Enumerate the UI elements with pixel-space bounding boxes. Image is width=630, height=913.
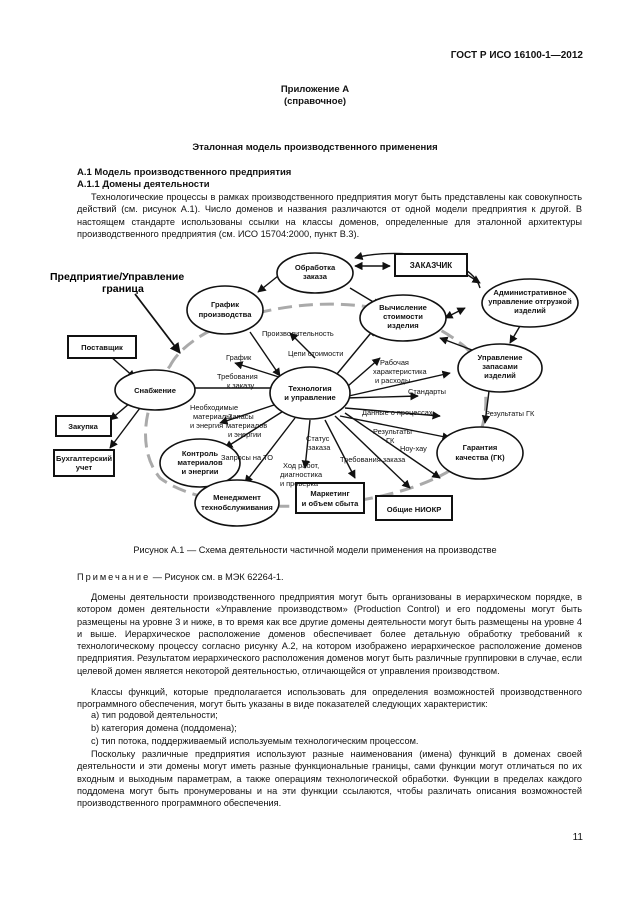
- flow-needed-3: и энергия: [190, 421, 224, 430]
- equipment-label-1: Менеджмент: [213, 493, 261, 502]
- edge-supply-accounting: [110, 408, 140, 448]
- control-label-1: Контроль: [181, 449, 219, 458]
- flow-qa-results-1a: Результаты: [373, 427, 412, 436]
- flow-progress-2: диагностика: [280, 470, 323, 479]
- flow-stocks-1: Запасы: [228, 412, 254, 421]
- flow-progress-1: Ход работ,: [283, 461, 320, 470]
- control-label-3: и энергии: [181, 467, 219, 476]
- purchasing-label: Закупка: [68, 422, 98, 431]
- control-label-2: материалов: [177, 458, 223, 467]
- flow-order-req-1: Требования: [217, 372, 258, 381]
- admin-label-1: Административное: [493, 288, 567, 297]
- inventory-label-3: изделий: [484, 371, 516, 380]
- costing-label-2: стоимости: [383, 312, 423, 321]
- flow-work-chars-3: и расходы: [375, 376, 411, 385]
- paragraph-hierarchy: Домены деятельности производственного предприятия могут быть организованы в иерархическом порядке, в котором домен деятельности «Управление производством» (Production Control) и его поддомены могут быть размещены на уровне 3 и ниже, в то время как все другие домены деятельности могут быть размещены на уровне 4 и выше. Иерархическое расположение доменов обеспечивает более детальную обработку требований к технологическому процессу согласно рисунку А.2, на котором изображено иерархическое расположение доменов предприятия. Результатом иерархического расположения доменов могут быть различные группировки в случае, если целевой домен является некоторой деятельностью, отличающейся от управления производством.: [77, 592, 582, 676]
- figure-caption: Рисунок А.1 — Схема деятельности частичной модели применения на производстве: [133, 545, 497, 555]
- flow-order-req-2: к заказу: [227, 381, 255, 390]
- tech-label-2: и управление: [284, 393, 336, 402]
- annex-label: Приложение А: [280, 84, 350, 95]
- rnd-label: Общие НИОКР: [386, 505, 442, 514]
- boundary-label-2: граница: [102, 283, 144, 295]
- marketing-label-2: и объем сбыта: [301, 499, 359, 508]
- flow-productivity: Производительность: [262, 329, 334, 338]
- flow-cost-chain: Цепи стоимости: [288, 349, 344, 358]
- flow-work-chars-2: характеристика: [373, 367, 427, 376]
- flow-order-status-2: заказа: [308, 443, 331, 452]
- annex-type: (справочное): [283, 96, 347, 107]
- order-processing-label-1: Обработка: [294, 263, 336, 272]
- inventory-label-1: Управление: [477, 353, 523, 362]
- flow-process-data: Данные о процессах: [362, 408, 433, 417]
- accounting-label-2: учет: [75, 463, 93, 472]
- edge-admin-inventory: [510, 326, 520, 343]
- order-processing-label-2: заказа: [303, 272, 327, 281]
- paragraph-naming: Поскольку различные предприятия используют разные наименования (имена) функций в доменах своей деятельности и эти домены могут иметь разные функциональные границы, сами функции могут отличаться по их входным и выходным параметрам, а также операциям технологической обработки. Функции в пределах каждого поддомена могут быть пронумерованы и на эти функции ссылаются, чтобы различать описания возможностей производственного программного обеспечения.: [77, 749, 582, 809]
- document-id-header: ГОСТ Р ИСО 16100-1—2012: [450, 50, 583, 61]
- paragraph-function-classes: Классы функций, которые предполагается использовать для определения возможностей производственного программного обеспечения, могут быть указаны в виде показателей следующих характеристик:: [77, 687, 582, 710]
- note-label: Примечание: [77, 572, 151, 582]
- warranty-label-1: Гарантия: [462, 443, 498, 452]
- flow-progress-3: и проверка: [280, 479, 318, 488]
- flow-order-status-1: Статус: [306, 434, 330, 443]
- annex-title: Эталонная модель производственного применения: [192, 142, 438, 153]
- flow-work-chars-1: Рабочая: [380, 358, 409, 367]
- note-text: — Рисунок см. в МЭК 62264-1.: [150, 572, 284, 582]
- list-item-a: а) тип родовой деятельности;: [91, 710, 218, 720]
- admin-label-2: управление отгрузкой: [488, 297, 572, 306]
- flow-know-how: Ноу-хау: [400, 444, 427, 453]
- note: [77, 572, 284, 582]
- costing-label-1: Вычисление: [379, 303, 427, 312]
- flow-to-requests: Запросы на ТО: [221, 453, 274, 462]
- supplier-label: Поставщик: [81, 343, 123, 352]
- boundary-label-1: Предприятие/Управление: [50, 271, 185, 283]
- flow-needed-2: материалы: [193, 412, 232, 421]
- admin-label-3: изделий: [514, 306, 546, 315]
- customer-label: ЗАКАЗЧИК: [409, 261, 453, 270]
- flow-qa-results-1b: ГК: [386, 436, 395, 445]
- intro-paragraph: Технологические процессы в рамках производственного предприятия могут быть представлены как совокупность действий (см. рисунок А.1). Число доменов и названия различаются от одной модели предприятия к другой. В настоящем стандарте использованы ссылки на классы доменов, определенные для эталонной архитектуры производственного предприятия (см. ИСО 15704:2000, пункт В.3).: [77, 192, 582, 239]
- edge-tech-standards: [345, 396, 418, 398]
- boundary-arrow: [135, 294, 180, 353]
- supply-label: Снабжение: [134, 386, 176, 395]
- list-item-b: b) категория домена (поддомена);: [91, 723, 237, 733]
- marketing-label-1: Маркетинг: [310, 489, 350, 498]
- flow-needed-1: Необходимые: [190, 403, 239, 412]
- costing-label-3: изделия: [387, 321, 419, 330]
- flow-qa-results-2: Результаты ГК: [485, 409, 535, 418]
- list-item-c: с) тип потока, поддерживаемый используемым технологическим процессом.: [91, 736, 419, 746]
- flow-standards: Стандарты: [408, 387, 446, 396]
- flow-stocks-2: материалов: [226, 421, 268, 430]
- page-number: 11: [572, 832, 583, 843]
- inventory-label-2: запасами: [482, 362, 518, 371]
- edge-costing-admin: [445, 308, 465, 318]
- edge-order-schedule: [258, 276, 278, 292]
- equipment-label-2: технобслуживания: [201, 503, 273, 512]
- flow-stocks-3: и энергии: [228, 430, 262, 439]
- subsection-heading: А.1.1 Домены деятельности: [77, 179, 210, 190]
- accounting-label-1: Бухгалтерский: [55, 454, 113, 463]
- activity-diagram: [40, 248, 595, 538]
- schedule-label-1: График: [211, 300, 239, 309]
- flow-order-reqs-2: Требования заказа: [340, 455, 406, 464]
- section-heading: А.1 Модель производственного предприятия: [77, 167, 292, 178]
- edge-supply-purchasing: [110, 403, 130, 420]
- flow-schedule: График: [226, 353, 252, 362]
- tech-label-1: Технология: [288, 384, 332, 393]
- schedule-label-2: производства: [198, 310, 252, 319]
- warranty-label-2: качества (ГК): [455, 453, 505, 462]
